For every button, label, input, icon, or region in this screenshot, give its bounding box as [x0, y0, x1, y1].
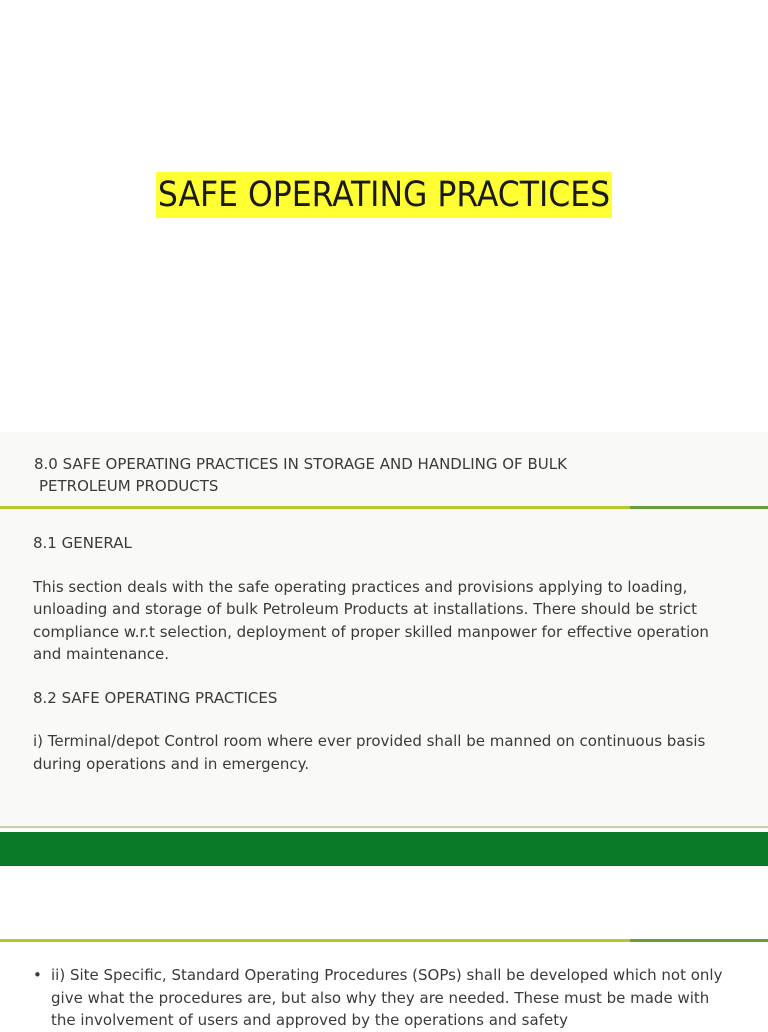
section-general-heading: 8.1 GENERAL: [33, 534, 132, 552]
general-paragraph: This section deals with the safe operating practices and provisions applying to loading, unloading and storage of bulk Petroleum Products at installations. There should be strict compliance w.r.t selection, deployment of proper skilled manpower for effective operation and maintenance.: [33, 577, 709, 663]
slide-heading: [34, 453, 674, 497]
bullet-slide-rule: [0, 939, 768, 942]
section-practices-heading: 8.2 SAFE OPERATING PRACTICES: [33, 688, 278, 707]
green-band: [0, 832, 768, 866]
slide-heading-line1: 8.0 SAFE OPERATING PRACTICES IN STORAGE AND HANDLING OF BULK: [34, 455, 567, 473]
content-slide: [0, 432, 768, 829]
title-wrap: [0, 172, 768, 218]
title-slide: [0, 0, 768, 432]
heading-rule: [0, 506, 768, 509]
slide-heading-line2: PETROLEUM PRODUCTS: [39, 477, 219, 495]
practice-item-ii: ii) Site Specific, Standard Operating Procedures (SOPs) shall be developed which not only give what the procedures are, but also why they are needed. These must be made with the involvement of users and approved by the operations and safety: [51, 966, 723, 1029]
slide-body: [33, 532, 733, 796]
bullet-list: [33, 964, 733, 1032]
list-item: [33, 964, 733, 1032]
bullet-icon: •: [33, 966, 42, 984]
slide-divider: [0, 826, 768, 828]
bullet-slide: [0, 866, 768, 1029]
slide-title: SAFE OPERATING PRACTICES: [156, 172, 612, 218]
practice-item-i: i) Terminal/depot Control room where ever provided shall be manned on continuous basis during operations and in emergency.: [33, 732, 706, 773]
